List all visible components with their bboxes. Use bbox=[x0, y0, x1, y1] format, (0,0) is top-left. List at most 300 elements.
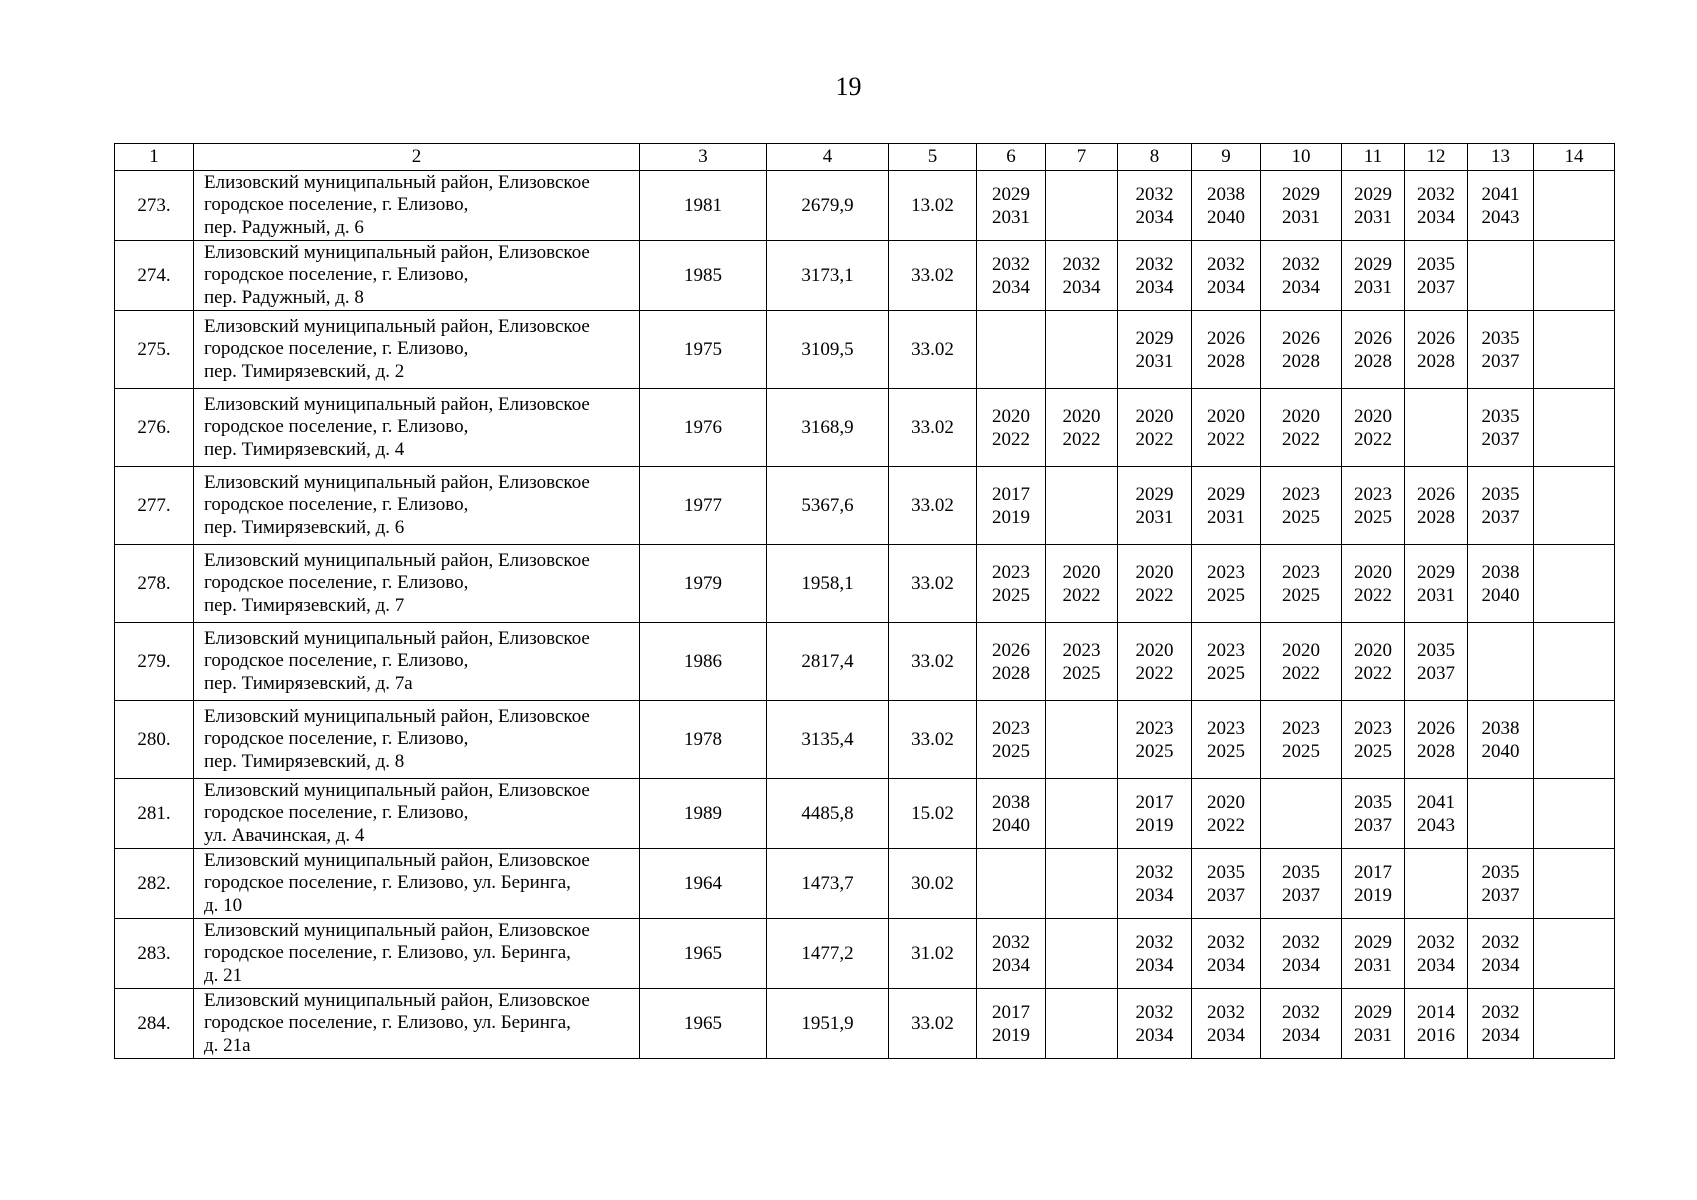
row-number-cell: 281. bbox=[115, 779, 194, 849]
period-year: 2026 bbox=[1354, 327, 1392, 349]
period-year: 2029 bbox=[1354, 183, 1392, 205]
period-cell bbox=[1046, 849, 1118, 919]
table-row bbox=[115, 389, 1615, 467]
period-year: 2020 bbox=[1062, 561, 1101, 583]
period-year: 2037 bbox=[1417, 276, 1455, 298]
period-cell bbox=[1192, 623, 1261, 701]
period-cell bbox=[1046, 989, 1118, 1059]
address-line: городское поселение, г. Елизово, ул. Беринга, bbox=[204, 942, 571, 964]
period-year: 2040 bbox=[1207, 206, 1245, 228]
period-year: 2034 bbox=[992, 276, 1030, 298]
period-year: 2034 bbox=[1135, 884, 1174, 906]
code-cell: 33.02 bbox=[889, 241, 977, 311]
period-cell bbox=[1118, 989, 1192, 1059]
address-line: пер. Тимирязевский, д. 7а bbox=[204, 672, 413, 694]
period-year: 2019 bbox=[1354, 884, 1392, 906]
period-year: 2028 bbox=[1207, 350, 1245, 372]
period-year: 2023 bbox=[1282, 561, 1320, 583]
address-cell bbox=[194, 171, 640, 241]
period-year: 2032 bbox=[1135, 1001, 1174, 1023]
period-cell bbox=[1342, 545, 1405, 623]
period-year: 2020 bbox=[1282, 405, 1320, 427]
period-year: 2023 bbox=[1062, 639, 1101, 661]
period-year: 2016 bbox=[1417, 1024, 1455, 1046]
period-cell bbox=[1468, 623, 1534, 701]
period-year: 2037 bbox=[1207, 884, 1245, 906]
period-year: 2035 bbox=[1417, 253, 1455, 275]
period-cell bbox=[1342, 849, 1405, 919]
period-cell bbox=[1468, 171, 1534, 241]
address-line: Елизовский муниципальный район, Елизовское bbox=[204, 779, 590, 801]
period-year: 2017 bbox=[1135, 791, 1174, 813]
table-row bbox=[115, 919, 1615, 989]
address-cell bbox=[194, 701, 640, 779]
period-cell bbox=[1342, 171, 1405, 241]
period-year: 2026 bbox=[992, 639, 1030, 661]
year-built-cell: 1989 bbox=[640, 779, 767, 849]
period-year: 2025 bbox=[1282, 584, 1320, 606]
period-cell bbox=[1192, 989, 1261, 1059]
year-built-cell: 1975 bbox=[640, 311, 767, 389]
period-cell bbox=[1046, 389, 1118, 467]
address-line: Елизовский муниципальный район, Елизовское bbox=[204, 549, 590, 571]
address-line: Елизовский муниципальный район, Елизовское bbox=[204, 989, 590, 1011]
address-line: д. 10 bbox=[204, 894, 243, 916]
year-built-cell: 1964 bbox=[640, 849, 767, 919]
year-built-cell: 1979 bbox=[640, 545, 767, 623]
period-cell bbox=[1261, 171, 1342, 241]
period-cell bbox=[1342, 241, 1405, 311]
period-year: 2022 bbox=[1354, 584, 1392, 606]
period-year: 2023 bbox=[1207, 717, 1245, 739]
period-year: 2038 bbox=[1207, 183, 1245, 205]
row-number-cell: 276. bbox=[115, 389, 194, 467]
area-cell: 1473,7 bbox=[767, 849, 889, 919]
period-year: 2019 bbox=[1135, 814, 1174, 836]
column-number-row bbox=[115, 144, 1615, 171]
period-cell bbox=[1405, 467, 1468, 545]
period-year: 2020 bbox=[1207, 405, 1245, 427]
period-year: 2034 bbox=[1282, 954, 1320, 976]
address-cell bbox=[194, 467, 640, 545]
address-cell bbox=[194, 389, 640, 467]
period-year: 2029 bbox=[1354, 931, 1392, 953]
period-year: 2035 bbox=[1481, 405, 1520, 427]
period-cell bbox=[1342, 311, 1405, 389]
period-year: 2035 bbox=[1282, 861, 1320, 883]
period-cell bbox=[1261, 545, 1342, 623]
address-line: пер. Тимирязевский, д. 4 bbox=[204, 438, 405, 460]
period-cell bbox=[1468, 849, 1534, 919]
address-line: Елизовский муниципальный район, Елизовское bbox=[204, 241, 590, 263]
period-year: 2023 bbox=[992, 561, 1030, 583]
address-line: д. 21 bbox=[204, 964, 243, 986]
period-year: 2031 bbox=[1135, 506, 1174, 528]
area-cell: 2817,4 bbox=[767, 623, 889, 701]
period-year: 2029 bbox=[1354, 253, 1392, 275]
period-cell bbox=[1468, 701, 1534, 779]
period-year: 2022 bbox=[1135, 428, 1174, 450]
period-year: 2020 bbox=[1354, 405, 1392, 427]
period-year: 2020 bbox=[1354, 561, 1392, 583]
period-cell bbox=[1261, 919, 1342, 989]
period-year: 2032 bbox=[1417, 931, 1455, 953]
address-line: городское поселение, г. Елизово, bbox=[204, 338, 469, 360]
period-cell bbox=[1118, 623, 1192, 701]
table-row bbox=[115, 545, 1615, 623]
period-cell bbox=[1046, 623, 1118, 701]
period-year: 2037 bbox=[1481, 506, 1520, 528]
address-cell bbox=[194, 241, 640, 311]
area-cell: 1958,1 bbox=[767, 545, 889, 623]
period-cell bbox=[1192, 311, 1261, 389]
area-cell: 1951,9 bbox=[767, 989, 889, 1059]
period-year: 2034 bbox=[1135, 206, 1174, 228]
period-year: 2025 bbox=[1354, 506, 1392, 528]
period-year: 2037 bbox=[1481, 428, 1520, 450]
period-year: 2029 bbox=[992, 183, 1030, 205]
column-header: 10 bbox=[1261, 144, 1342, 171]
period-year: 2022 bbox=[1354, 662, 1392, 684]
period-cell bbox=[1192, 779, 1261, 849]
period-year: 2035 bbox=[1481, 861, 1520, 883]
column-header: 12 bbox=[1405, 144, 1468, 171]
period-cell bbox=[1405, 989, 1468, 1059]
column-header: 3 bbox=[640, 144, 767, 171]
year-built-cell: 1985 bbox=[640, 241, 767, 311]
address-line: Елизовский муниципальный район, Елизовское bbox=[204, 471, 590, 493]
period-cell bbox=[977, 779, 1046, 849]
page-number: 19 bbox=[835, 72, 862, 101]
column-header: 1 bbox=[115, 144, 194, 171]
period-year: 2043 bbox=[1481, 206, 1520, 228]
period-year: 2019 bbox=[992, 506, 1030, 528]
period-year: 2038 bbox=[992, 791, 1030, 813]
period-cell bbox=[977, 389, 1046, 467]
period-year: 2035 bbox=[1417, 639, 1455, 661]
row-number-cell: 275. bbox=[115, 311, 194, 389]
period-year: 2020 bbox=[1062, 405, 1101, 427]
period-year: 2034 bbox=[1282, 1024, 1320, 1046]
period-cell bbox=[1118, 311, 1192, 389]
period-year: 2034 bbox=[1135, 276, 1174, 298]
period-year: 2022 bbox=[1062, 584, 1101, 606]
period-year: 2028 bbox=[1417, 506, 1455, 528]
address-cell bbox=[194, 311, 640, 389]
period-year: 2034 bbox=[992, 954, 1030, 976]
period-year: 2020 bbox=[1282, 639, 1320, 661]
period-year: 2040 bbox=[1481, 740, 1520, 762]
year-built-cell: 1965 bbox=[640, 919, 767, 989]
period-cell bbox=[1342, 701, 1405, 779]
table-row bbox=[115, 989, 1615, 1059]
period-year: 2023 bbox=[1354, 483, 1392, 505]
area-cell: 3173,1 bbox=[767, 241, 889, 311]
period-year: 2020 bbox=[1354, 639, 1392, 661]
period-year: 2032 bbox=[1282, 253, 1320, 275]
period-year: 2037 bbox=[1481, 350, 1520, 372]
period-year: 2035 bbox=[1207, 861, 1245, 883]
period-cell bbox=[1261, 467, 1342, 545]
period-cell bbox=[1405, 623, 1468, 701]
period-cell bbox=[1261, 779, 1342, 849]
period-cell bbox=[1118, 389, 1192, 467]
period-year: 2028 bbox=[1417, 740, 1455, 762]
year-built-cell: 1976 bbox=[640, 389, 767, 467]
period-year: 2038 bbox=[1481, 717, 1520, 739]
period-cell bbox=[1261, 241, 1342, 311]
column-header: 7 bbox=[1046, 144, 1118, 171]
period-cell bbox=[1405, 701, 1468, 779]
period-year: 2041 bbox=[1481, 183, 1520, 205]
year-built-cell: 1986 bbox=[640, 623, 767, 701]
area-cell: 1477,2 bbox=[767, 919, 889, 989]
code-cell: 13.02 bbox=[889, 171, 977, 241]
period-year: 2026 bbox=[1207, 327, 1245, 349]
period-year: 2032 bbox=[1282, 931, 1320, 953]
period-cell bbox=[1118, 171, 1192, 241]
address-line: городское поселение, г. Елизово, ул. Беринга, bbox=[204, 872, 571, 894]
address-line: городское поселение, г. Елизово, bbox=[204, 802, 469, 824]
period-cell bbox=[1534, 989, 1615, 1059]
address-line: д. 21а bbox=[204, 1034, 251, 1056]
period-year: 2035 bbox=[1481, 483, 1520, 505]
area-cell: 3135,4 bbox=[767, 701, 889, 779]
period-year: 2028 bbox=[992, 662, 1030, 684]
table-row bbox=[115, 849, 1615, 919]
period-cell bbox=[1468, 779, 1534, 849]
period-cell bbox=[977, 545, 1046, 623]
year-built-cell: 1977 bbox=[640, 467, 767, 545]
period-year: 2032 bbox=[1135, 183, 1174, 205]
address-line: пер. Тимирязевский, д. 6 bbox=[204, 516, 405, 538]
period-cell bbox=[977, 241, 1046, 311]
period-cell bbox=[1534, 389, 1615, 467]
period-cell bbox=[977, 919, 1046, 989]
period-year: 2023 bbox=[992, 717, 1030, 739]
period-year: 2034 bbox=[1135, 954, 1174, 976]
period-cell bbox=[1534, 701, 1615, 779]
period-cell bbox=[1261, 701, 1342, 779]
period-year: 2035 bbox=[1481, 327, 1520, 349]
period-cell bbox=[1342, 467, 1405, 545]
column-header: 14 bbox=[1534, 144, 1615, 171]
period-cell bbox=[1192, 701, 1261, 779]
period-year: 2023 bbox=[1282, 717, 1320, 739]
address-cell bbox=[194, 849, 640, 919]
column-header: 5 bbox=[889, 144, 977, 171]
period-year: 2026 bbox=[1417, 327, 1455, 349]
period-year: 2020 bbox=[992, 405, 1030, 427]
period-year: 2038 bbox=[1481, 561, 1520, 583]
period-cell bbox=[1046, 311, 1118, 389]
table-row bbox=[115, 779, 1615, 849]
period-year: 2031 bbox=[1354, 276, 1392, 298]
period-year: 2032 bbox=[1207, 931, 1245, 953]
period-year: 2040 bbox=[1481, 584, 1520, 606]
period-year: 2032 bbox=[992, 253, 1030, 275]
column-header: 9 bbox=[1192, 144, 1261, 171]
period-year: 2034 bbox=[1417, 206, 1455, 228]
address-line: городское поселение, г. Елизово, ул. Беринга, bbox=[204, 1012, 571, 1034]
period-cell bbox=[1405, 171, 1468, 241]
table-row bbox=[115, 241, 1615, 311]
period-cell bbox=[1534, 467, 1615, 545]
period-cell bbox=[1192, 919, 1261, 989]
period-year: 2025 bbox=[1135, 740, 1174, 762]
housing-repair-schedule-table bbox=[114, 143, 1615, 1059]
address-cell bbox=[194, 545, 640, 623]
period-cell bbox=[1192, 467, 1261, 545]
period-cell bbox=[1192, 389, 1261, 467]
period-year: 2025 bbox=[992, 584, 1030, 606]
period-year: 2032 bbox=[1207, 1001, 1245, 1023]
period-cell bbox=[1468, 919, 1534, 989]
period-cell bbox=[1342, 389, 1405, 467]
period-year: 2032 bbox=[1481, 931, 1520, 953]
address-line: городское поселение, г. Елизово, bbox=[204, 264, 469, 286]
period-year: 2029 bbox=[1135, 483, 1174, 505]
period-cell bbox=[1118, 241, 1192, 311]
period-year: 2032 bbox=[1207, 253, 1245, 275]
period-year: 2023 bbox=[1207, 639, 1245, 661]
period-cell bbox=[1468, 311, 1534, 389]
period-year: 2022 bbox=[1354, 428, 1392, 450]
period-cell bbox=[1046, 545, 1118, 623]
address-line: Елизовский муниципальный район, Елизовское bbox=[204, 393, 590, 415]
table-row bbox=[115, 623, 1615, 701]
period-year: 2034 bbox=[1135, 1024, 1174, 1046]
period-cell bbox=[1118, 919, 1192, 989]
period-cell bbox=[1534, 919, 1615, 989]
period-year: 2031 bbox=[1282, 206, 1320, 228]
period-cell bbox=[1118, 545, 1192, 623]
area-cell: 3109,5 bbox=[767, 311, 889, 389]
row-number-cell: 274. bbox=[115, 241, 194, 311]
period-year: 2043 bbox=[1417, 814, 1455, 836]
period-cell bbox=[1534, 849, 1615, 919]
period-cell bbox=[1405, 311, 1468, 389]
period-cell bbox=[1046, 241, 1118, 311]
column-header: 13 bbox=[1468, 144, 1534, 171]
address-line: городское поселение, г. Елизово, bbox=[204, 572, 469, 594]
period-cell bbox=[1534, 623, 1615, 701]
period-year: 2041 bbox=[1417, 791, 1455, 813]
period-year: 2037 bbox=[1417, 662, 1455, 684]
period-cell bbox=[1046, 779, 1118, 849]
period-year: 2022 bbox=[1062, 428, 1101, 450]
column-header: 8 bbox=[1118, 144, 1192, 171]
period-cell bbox=[1261, 989, 1342, 1059]
table-row bbox=[115, 467, 1615, 545]
period-cell bbox=[1534, 779, 1615, 849]
period-year: 2022 bbox=[1207, 814, 1245, 836]
column-header: 6 bbox=[977, 144, 1046, 171]
period-year: 2034 bbox=[1207, 954, 1245, 976]
period-year: 2034 bbox=[1417, 954, 1455, 976]
period-cell bbox=[1261, 623, 1342, 701]
period-year: 2025 bbox=[1282, 506, 1320, 528]
address-line: Елизовский муниципальный район, Елизовское bbox=[204, 627, 590, 649]
period-year: 2034 bbox=[1207, 1024, 1245, 1046]
period-cell bbox=[1118, 467, 1192, 545]
code-cell: 33.02 bbox=[889, 989, 977, 1059]
table-row bbox=[115, 311, 1615, 389]
code-cell: 31.02 bbox=[889, 919, 977, 989]
address-line: пер. Радужный, д. 6 bbox=[204, 216, 364, 238]
period-year: 2031 bbox=[1135, 350, 1174, 372]
period-year: 2017 bbox=[1354, 861, 1392, 883]
period-year: 2029 bbox=[1354, 1001, 1392, 1023]
period-year: 2019 bbox=[992, 1024, 1030, 1046]
period-year: 2022 bbox=[1282, 662, 1320, 684]
period-cell bbox=[1534, 311, 1615, 389]
period-year: 2031 bbox=[1354, 954, 1392, 976]
period-year: 2040 bbox=[992, 814, 1030, 836]
column-header: 2 bbox=[194, 144, 640, 171]
area-cell: 2679,9 bbox=[767, 171, 889, 241]
address-line: ул. Авачинская, д. 4 bbox=[204, 824, 365, 846]
address-line: городское поселение, г. Елизово, bbox=[204, 494, 469, 516]
period-cell bbox=[1468, 389, 1534, 467]
address-cell bbox=[194, 623, 640, 701]
period-year: 2032 bbox=[1062, 253, 1101, 275]
period-cell bbox=[1118, 779, 1192, 849]
period-year: 2032 bbox=[1481, 1001, 1520, 1023]
period-year: 2020 bbox=[1207, 791, 1245, 813]
period-year: 2028 bbox=[1354, 350, 1392, 372]
address-line: Елизовский муниципальный район, Елизовское bbox=[204, 171, 590, 193]
address-line: городское поселение, г. Елизово, bbox=[204, 650, 469, 672]
period-cell bbox=[1405, 919, 1468, 989]
period-cell bbox=[1046, 171, 1118, 241]
row-number-cell: 279. bbox=[115, 623, 194, 701]
period-cell bbox=[1261, 849, 1342, 919]
address-line: городское поселение, г. Елизово, bbox=[204, 416, 469, 438]
period-cell bbox=[1534, 171, 1615, 241]
period-cell bbox=[1405, 241, 1468, 311]
table-row bbox=[115, 701, 1615, 779]
area-cell: 5367,6 bbox=[767, 467, 889, 545]
address-line: пер. Тимирязевский, д. 2 bbox=[204, 360, 405, 382]
period-cell bbox=[1261, 311, 1342, 389]
period-year: 2025 bbox=[1207, 662, 1245, 684]
period-cell bbox=[1342, 989, 1405, 1059]
period-year: 2014 bbox=[1417, 1001, 1455, 1023]
address-line: пер. Радужный, д. 8 bbox=[204, 286, 364, 308]
period-year: 2025 bbox=[1354, 740, 1392, 762]
period-cell bbox=[1342, 919, 1405, 989]
period-year: 2037 bbox=[1481, 884, 1520, 906]
period-year: 2032 bbox=[1135, 861, 1174, 883]
period-year: 2034 bbox=[1207, 276, 1245, 298]
period-year: 2032 bbox=[1417, 183, 1455, 205]
period-year: 2025 bbox=[1282, 740, 1320, 762]
period-cell bbox=[1468, 241, 1534, 311]
area-cell: 3168,9 bbox=[767, 389, 889, 467]
period-cell bbox=[977, 311, 1046, 389]
period-year: 2022 bbox=[1207, 428, 1245, 450]
period-cell bbox=[977, 467, 1046, 545]
period-cell bbox=[1534, 241, 1615, 311]
period-year: 2023 bbox=[1282, 483, 1320, 505]
period-year: 2020 bbox=[1135, 639, 1174, 661]
area-cell: 4485,8 bbox=[767, 779, 889, 849]
period-year: 2026 bbox=[1417, 717, 1455, 739]
row-number-cell: 282. bbox=[115, 849, 194, 919]
row-number-cell: 280. bbox=[115, 701, 194, 779]
row-number-cell: 273. bbox=[115, 171, 194, 241]
